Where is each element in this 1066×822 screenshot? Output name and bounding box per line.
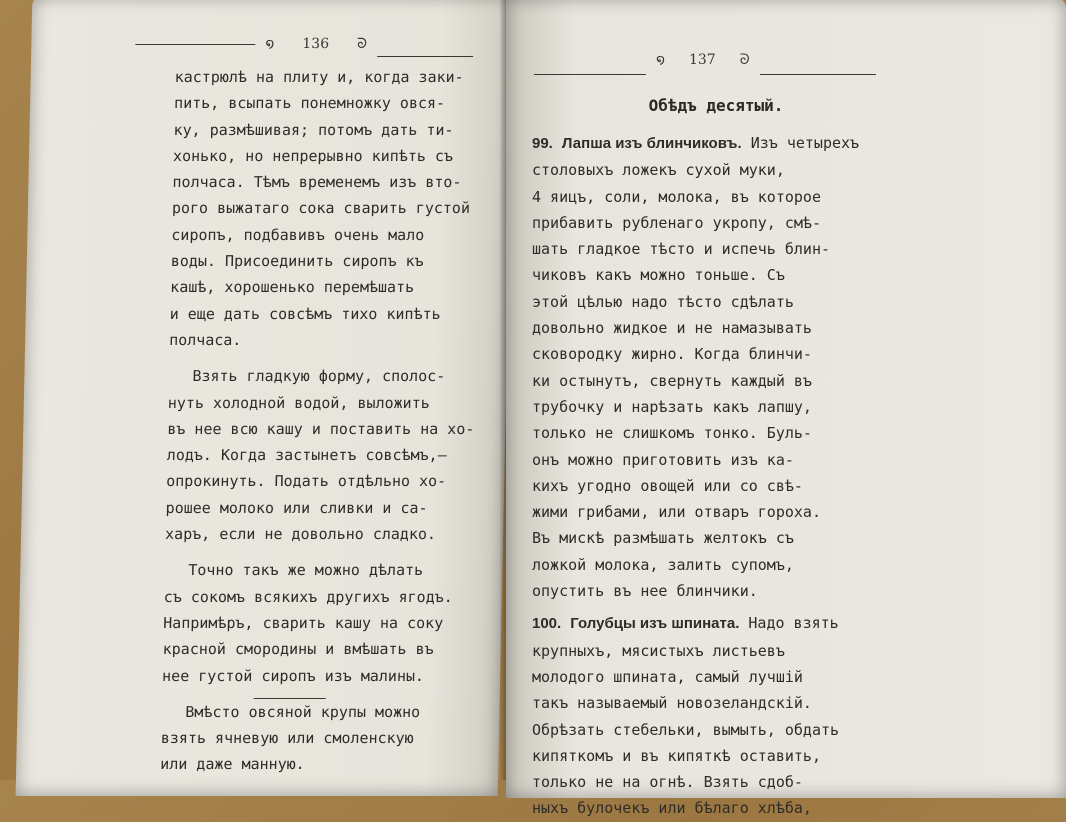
text-line: рошее молоко или сливки и са-	[165, 498, 428, 517]
text-line: жими грибами, или отваръ гороха.	[532, 503, 821, 522]
text-line: кастрюлѣ на плиту и, когда заки-	[174, 68, 464, 86]
header-ornament-rule	[760, 74, 876, 75]
text-line: сковородку жирно. Когда блинчи-	[532, 345, 812, 364]
header-ornament-curl: ᘐ	[356, 36, 368, 52]
right-page	[506, 0, 1066, 818]
right-page-header	[534, 52, 876, 68]
text-line: только не на огнѣ. Взять сдоб-	[532, 773, 803, 792]
text-line: кашѣ, хорошенько перемѣшать	[170, 278, 415, 297]
text-line: харъ, если не довольно сладко.	[164, 525, 437, 544]
header-ornament-rule	[534, 74, 646, 75]
text-line: 4 яицъ, соли, молока, въ которое	[532, 187, 821, 206]
header-ornament-curl: ໑	[656, 52, 665, 68]
text-line: ки остынутъ, свернуть каждый въ	[532, 371, 812, 390]
text-line: съ сокомъ всякихъ другихъ ягодъ.	[163, 587, 453, 606]
text-line: этой цѣлью надо тѣсто сдѣлать	[532, 292, 794, 311]
text-line: красной смородины и вмѣшать въ	[162, 640, 434, 659]
header-ornament-curl: ໑	[265, 36, 275, 52]
text-line: прибавить рубленаго укропу, смѣ-	[532, 213, 821, 232]
text-line: только не слишкомъ тонко. Буль-	[532, 424, 812, 443]
text-line: взять ячневую или смоленскую	[160, 729, 414, 748]
left-page-body	[160, 64, 493, 778]
text-line: сиропъ, подбавивъ очень мало	[171, 225, 425, 244]
recipe-title: Лапша изъ блинчиковъ.	[561, 135, 742, 152]
text-line: и еще дать совсѣмъ тихо кипѣть	[169, 304, 441, 323]
text-line: столовыхъ ложекъ сухой муки,	[532, 161, 785, 180]
text-line: чиковъ какъ можно тоньше. Съ	[532, 266, 785, 285]
text-line: воды. Присоединить сиропъ къ	[170, 252, 424, 271]
recipe-first-line-text: Надо взять	[748, 614, 839, 633]
text-line: въ нее всю кашу и поставить на хо-	[167, 419, 475, 438]
text-line: нуть холодной водой, выложить	[167, 393, 430, 412]
recipe-number: 100.	[532, 615, 562, 633]
text-line: крупныхъ, мясистыхъ листьевъ	[532, 641, 785, 660]
text-line: Въ мискѣ размѣшать желтокъ съ	[532, 529, 794, 548]
header-ornament-rule	[135, 44, 255, 45]
text-line: Напримѣръ, сварить кашу на соку	[163, 613, 444, 632]
header-ornament-rule	[377, 56, 473, 57]
text-line: лодъ. Когда застынетъ совсѣмъ,—	[166, 446, 447, 465]
text-line: шать гладкое тѣсто и испечь блин-	[532, 240, 831, 259]
header-ornament-curl: ᘐ	[739, 52, 750, 68]
text-line: полчаса. Тѣмъ временемъ изъ вто-	[172, 173, 462, 192]
text-line: или даже манную.	[160, 755, 305, 774]
text-line: хонько, но непрерывно кипѣть съ	[172, 146, 454, 165]
recipe-first-line	[532, 610, 890, 637]
text-line: трубочку и нарѣзать какъ лапшу,	[532, 397, 812, 416]
text-line: нее густой сиропъ изъ малины.	[161, 666, 425, 685]
text-line: довольно жидкое и не намазывать	[532, 319, 812, 338]
recipe-number: 99.	[532, 135, 553, 152]
text-line: онъ можно приготовить изъ ка-	[532, 450, 794, 469]
text-line: опустить въ нее блинчики.	[532, 582, 758, 601]
text-line: кихъ угодно овощей или со свѣ-	[532, 476, 803, 495]
text-line: Взять гладкую форму, сполос-	[192, 367, 446, 386]
end-rule	[254, 698, 326, 699]
text-line: опрокинуть. Подать отдѣльно хо-	[166, 472, 447, 491]
text-line: пить, всыпать понемножку овся-	[173, 94, 446, 113]
text-line: рого выжатаго сока сварить густой	[171, 199, 471, 218]
text-line: Обрѣзать стебельки, вымыть, обдать	[532, 720, 840, 739]
text-line: Точно такъ же можно дѣлать	[188, 561, 424, 580]
chapter-title: Обѣдъ десятый.	[648, 96, 784, 115]
text-line: кипяткомъ и въ кипяткѣ оставить,	[532, 746, 821, 765]
right-page-body	[532, 130, 890, 822]
recipe-first-line-text: Изъ четырехъ	[750, 134, 860, 152]
text-line: такъ называемый новозеландскій.	[532, 694, 812, 713]
text-line: ку, размѣшивая; потомъ дать ти-	[173, 120, 454, 139]
left-page-header	[135, 36, 473, 52]
left-page	[16, 0, 515, 796]
right-page-number: 137	[688, 52, 716, 68]
left-page-number: 136	[302, 36, 330, 52]
text-line: Вмѣсто овсяной крупы можно	[185, 702, 421, 721]
text-line: ложкой молока, залить супомъ,	[532, 555, 794, 574]
text-line: ныхъ булочекъ или бѣлаго хлѣба,	[532, 799, 812, 818]
recipe-title: Голубцы изъ шпината.	[570, 615, 740, 633]
text-line: молодого шпината, самый лучшій	[532, 667, 803, 686]
text-line: полчаса.	[168, 330, 242, 349]
recipe-first-line	[532, 130, 890, 157]
